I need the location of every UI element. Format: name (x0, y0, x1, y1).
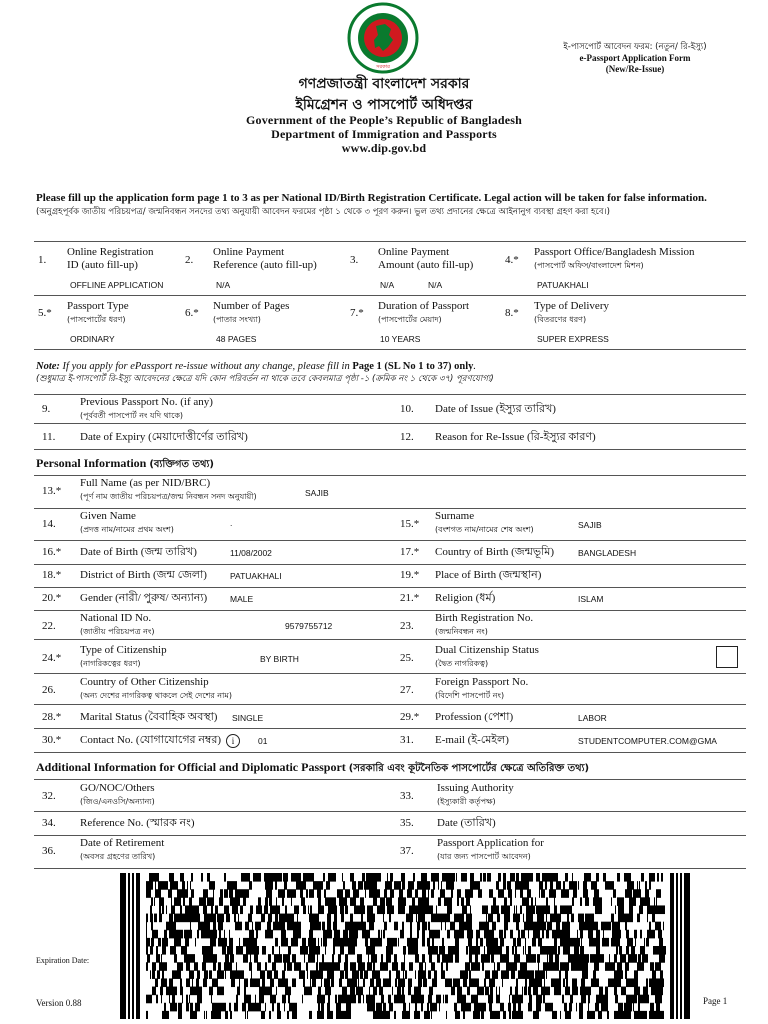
email-label: E-mail (ই-মেইল) (435, 734, 509, 746)
online-payment-amount-label: Online Payment Amount (auto fill-up) (378, 246, 474, 271)
field-num-25: 25. (400, 652, 414, 664)
nid-value[interactable]: 9579755712 (285, 621, 333, 631)
form-title-en: e-Passport Application Form (579, 53, 691, 63)
page-number: Page 1 (703, 996, 728, 1006)
reference-no-label[interactable]: Reference No. (স্মারক নং) (80, 817, 195, 829)
reason-reissue-label[interactable]: Reason for Re-Issue (রি-ইস্যুর কারণ) (435, 431, 596, 443)
svg-text:সরকার: সরকার (376, 64, 390, 70)
surname-label: Surname (বংশগত নাম/নামের শেষ অংশ) (435, 510, 534, 534)
date-of-expiry-label[interactable]: Date of Expiry (মেয়াদোত্তীর্ণের তারিখ) (80, 431, 248, 443)
application-for-label[interactable]: Passport Application for (যার জন্য পাসপোর্ট আবেদন) (437, 837, 544, 861)
passport-type-label: Passport Type (পাসপোর্টের ধরণ) (67, 300, 129, 324)
marital-status-label: Marital Status (বৈবাহিক অবস্থা) (80, 711, 218, 723)
field-num-15: 15.* (400, 518, 420, 530)
country-of-birth-label: Country of Birth (জন্মভূমি) (435, 546, 555, 558)
online-payment-amount-value-2[interactable]: N/A (428, 280, 443, 290)
dob-value[interactable]: 11/08/2002 (230, 548, 272, 558)
district-of-birth-value[interactable]: PATUAKHALI (230, 571, 282, 581)
field-num-17: 17.* (400, 546, 420, 558)
field-num-35: 35. (400, 817, 414, 829)
field-num-37: 37. (400, 845, 414, 857)
religion-value[interactable]: ISLAM (578, 594, 604, 604)
field-num-23: 23. (400, 620, 414, 632)
dual-citizenship-checkbox[interactable] (716, 646, 738, 668)
instructions (36, 192, 756, 219)
district-of-birth-label: District of Birth (জন্ম জেলা) (80, 569, 207, 581)
field-num-20: 20.* (42, 592, 62, 604)
field-num-4: 4.* (505, 254, 519, 266)
duration-label: Duration of Passport (পাসপোর্টের মেয়াদ) (378, 300, 470, 324)
gender-label: Gender (নারী/ পুরুষ/ অন্যান্য) (80, 592, 208, 604)
online-registration-label: Online Registration ID (auto fill-up) (67, 246, 154, 271)
field-num-29: 29.* (400, 711, 420, 723)
field-num-13: 13.* (42, 485, 62, 497)
contact-no-label: Contact No. (যোগাযোগের নম্বর) (80, 734, 222, 746)
field-num-18: 18.* (42, 569, 62, 581)
field-num-12: 12. (400, 431, 414, 443)
passport-office-value[interactable]: PATUAKHALI (537, 280, 589, 290)
place-of-birth-label: Place of Birth (জন্মস্থান) (435, 569, 542, 581)
field-num-27: 27. (400, 684, 414, 696)
field-num-8: 8.* (505, 307, 519, 319)
given-name-label: Given Name (প্রদত্ত নাম/নামের প্রথম অংশ) (80, 510, 174, 534)
surname-value[interactable]: SAJIB (578, 520, 602, 530)
form-title-bn: ই-পাসপোর্ট আবেদন ফরম: (নতুন/ রি-ইস্যু) (563, 42, 707, 52)
gov-title-bn: গণপ্রজাতন্ত্রী বাংলাদেশ সরকার (298, 76, 470, 92)
pdf417-barcode (120, 873, 690, 1019)
info-icon[interactable]: i (226, 734, 240, 748)
online-payment-reference-label: Online Payment Reference (auto fill-up) (213, 246, 317, 271)
field-num-22: 22. (42, 620, 56, 632)
duration-value[interactable]: 10 YEARS (380, 334, 421, 344)
field-num-3: 3. (350, 254, 359, 266)
previous-passport-label[interactable]: Previous Passport No. (if any) (পূর্ববর্তী পাসপোর্ট নং যদি থাকে) (80, 396, 213, 420)
instructions-bn: (অনুগ্রহপূর্বক জাতীয় পরিচয়পত্র/ জন্মনিবন্ধন সনদের তথ্য অনুযায়ী আবেদন ফরমের পৃষ্ঠা ১ থেকে ৩ পূরণ করুন। ভুল তথ্য প্রদানের ক্ষেত্রে আইনানুগ ব্যবস্থা গ্রহণ করা হবে।) (36, 207, 610, 217)
online-payment-amount-value[interactable]: N/A (380, 280, 395, 290)
date-of-issue-label[interactable]: Date of Issue (ইস্যুর তারিখ) (435, 403, 556, 415)
date-label[interactable]: Date (তারিখ) (437, 817, 496, 829)
note-bn: (শুধুমাত্র ই-পাসপোর্ট রি-ইস্যু আবেদনের ক্ষেত্রে যদি কোন পরিবর্তন না থাকে তবে কেবলমাত্র পৃষ্ঠা -১ (ক্রমিক নং ১ থেকে ৩৭) পূরণযোগ্য) (36, 374, 494, 384)
marital-status-value[interactable]: SINGLE (232, 713, 264, 723)
birth-registration-label: Birth Registration No. (জন্মনিবন্ধন নং) (435, 612, 534, 636)
dual-citizenship-label: Dual Citizenship Status (দ্বৈত নাগরিকত্ব) (435, 644, 539, 668)
field-num-11: 11. (42, 431, 56, 443)
note-text: If you apply for ePassport re-issue without any change, please fill in (59, 361, 353, 372)
personal-info-title: Personal Information (ব্যক্তিগত তথ্য) (36, 456, 214, 470)
field-num-28: 28.* (42, 711, 62, 723)
citizenship-type-label: Type of Citizenship (নাগরিকত্বের ধরণ) (80, 644, 167, 668)
issuing-authority-label[interactable]: Issuing Authority (ইস্যুকারী কর্তৃপক্ষ) (437, 782, 514, 806)
field-num-24: 24.* (42, 652, 62, 664)
field-num-34: 34. (42, 817, 56, 829)
delivery-type-label: Type of Delivery (বিতরণের ধরণ) (534, 300, 609, 324)
note-prefix: Note: (36, 361, 60, 372)
field-num-14: 14. (42, 518, 56, 530)
department-title-en: Department of Immigration and Passports (271, 127, 497, 141)
reissue-note: Note: If you apply for ePassport re-issue without any change, please fill in Page 1 (SL No 1 to 37) only. (শুধুমাত্র ই-পাসপোর্ট রি-ইস্যু আবেদনের ক্ষেত্রে যদি কোন পরিবর্তন না থাকে তবে কেবলমাত্র পৃষ্ঠা -১ (ক্রমিক নং ১ থেকে ৩৭) পূরণযোগ্য) (36, 361, 494, 384)
contact-no-value[interactable]: 01 (258, 736, 268, 746)
online-registration-value[interactable]: OFFLINE APPLICATION (70, 280, 164, 290)
passport-type-value[interactable]: ORDINARY (70, 334, 115, 344)
field-num-16: 16.* (42, 546, 62, 558)
gender-value[interactable]: MALE (230, 594, 254, 604)
field-num-2: 2. (185, 254, 194, 266)
profession-label: Profession (পেশা) (435, 711, 514, 723)
full-name-label: Full Name (as per NID/BRC) (পূর্ণ নাম জাতীয় পরিচয়পত্র/জন্ম নিবন্ধন সনদ অনুযায়ী) (80, 477, 257, 501)
citizenship-type-value[interactable]: BY BIRTH (260, 654, 299, 664)
email-value[interactable]: STUDENTCOMPUTER.COM@GMA (578, 736, 717, 746)
form-title-block (530, 42, 740, 75)
department-title-bn: ইমিগ্রেশন ও পাসপোর্ট অধিদপ্তর (295, 97, 473, 113)
religion-label: Religion (ধর্ম) (435, 592, 496, 604)
number-of-pages-label: Number of Pages (পাতার সংখ্যা) (213, 300, 290, 324)
field-num-5: 5.* (38, 307, 52, 319)
field-num-32: 32. (42, 790, 56, 802)
passport-office-label: Passport Office/Bangladesh Mission (পাসপোর্ট অফিস/বাংলাদেশ মিশন) (534, 246, 695, 270)
field-num-31: 31. (400, 734, 414, 746)
field-num-26: 26. (42, 684, 56, 696)
go-noc-label[interactable]: GO/NOC/Others (জিও/এনওসি/অন্যান্য) (80, 782, 155, 806)
field-num-1: 1. (38, 254, 47, 266)
field-num-21: 21.* (400, 592, 420, 604)
dob-label: Date of Birth (জন্ম তারিখ) (80, 546, 197, 558)
foreign-passport-label: Foreign Passport No. (বিদেশি পাসপোর্ট নং) (435, 676, 529, 700)
online-payment-reference-value[interactable]: N/A (216, 280, 231, 290)
expiration-date-label: Expiration Date: (36, 956, 90, 965)
given-name-value[interactable]: . (230, 518, 233, 528)
field-num-6: 6.* (185, 307, 199, 319)
retirement-date-label[interactable]: Date of Retirement (অবসর গ্রহণের তারিখ) (80, 837, 165, 861)
field-num-36: 36. (42, 845, 56, 857)
form-title-sub: (New/Re-Issue) (605, 64, 665, 74)
field-num-30: 30.* (42, 734, 62, 746)
number-of-pages-value[interactable]: 48 PAGES (216, 334, 257, 344)
barcode-graphic (120, 873, 690, 1019)
profession-value[interactable]: LABOR (578, 713, 607, 723)
other-citizenship-label: Country of Other Citizenship (অন্য দেশের নাগরিকত্ব থাকলে সেই দেশের নাম) (80, 676, 232, 700)
full-name-value[interactable]: SAJIB (305, 488, 329, 498)
field-num-10: 10. (400, 403, 414, 415)
gov-title-en: Government of the People’s Republic of Bangladesh (245, 113, 522, 127)
note-bold: Page 1 (SL No 1 to 37) only (352, 361, 474, 372)
delivery-type-value[interactable]: SUPER EXPRESS (537, 334, 609, 344)
website: www.dip.gov.bd (341, 141, 427, 155)
version-label: Version 0.88 (36, 998, 82, 1008)
government-emblem-icon (345, 2, 421, 74)
instructions-en: Please fill up the application form page 1 to 3 as per National ID/Birth Registration Certificate. Legal action will be taken for false information. (36, 192, 707, 204)
field-num-9: 9. (42, 403, 51, 415)
field-num-7: 7.* (350, 307, 364, 319)
country-of-birth-value[interactable]: BANGLADESH (578, 548, 637, 558)
additional-info-title: Additional Information for Official and Diplomatic Passport (সরকারি এবং কূটনৈতিক পাসপোর্টের ক্ষেত্রে অতিরিক্ত তথ্য) (36, 760, 590, 774)
nid-label: National ID No. (জাতীয় পরিচয়পত্র নং) (80, 612, 155, 636)
field-num-19: 19.* (400, 569, 420, 581)
field-num-33: 33. (400, 790, 414, 802)
